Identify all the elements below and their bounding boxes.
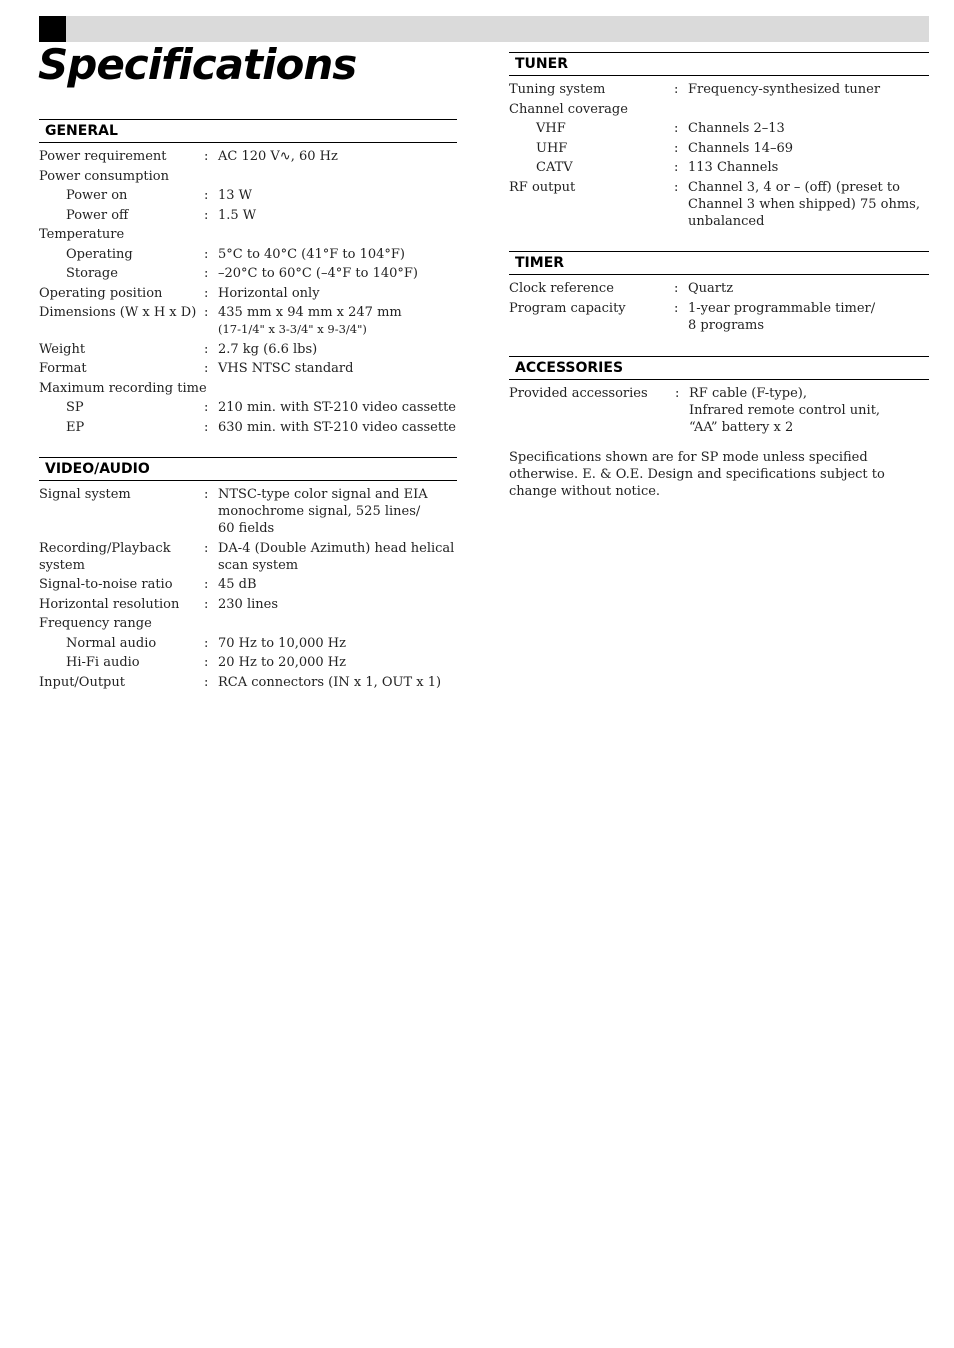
spec-label: Operating xyxy=(66,246,133,262)
spec-colon: : xyxy=(204,400,209,415)
spec-value: 230 lines xyxy=(218,596,278,612)
spec-colon: : xyxy=(675,386,680,401)
spec-value xyxy=(688,101,929,118)
spec-value: 13 W xyxy=(218,188,253,203)
spec-colon: : xyxy=(204,341,209,357)
spec-value: –20°C to 60°C (–4°F to 140°F) xyxy=(218,266,419,281)
spec-row xyxy=(39,380,457,397)
spec-value xyxy=(218,380,457,397)
spec-colon: : xyxy=(204,361,209,376)
spec-label: Input/Output xyxy=(39,674,125,690)
spec-label: Maximum recording time xyxy=(39,380,207,396)
spec-label: Clock reference xyxy=(509,281,614,296)
spec-colon: : xyxy=(204,540,209,556)
spec-colon: : xyxy=(204,246,209,262)
spec-value: 1-year programmable timer/ 8 programs xyxy=(688,300,876,333)
spec-row xyxy=(39,419,457,436)
spec-row xyxy=(39,246,457,263)
spec-value: 2.7 kg (6.6 lbs) xyxy=(218,341,318,357)
spec-label: Signal-to-noise ratio xyxy=(39,577,173,592)
video-audio-section xyxy=(39,457,457,693)
spec-label: Tuning system xyxy=(509,82,606,97)
spec-label: Operating position xyxy=(39,285,163,301)
spec-row xyxy=(509,120,929,137)
spec-label: Program capacity xyxy=(509,300,626,316)
spec-value: Channel 3, 4 or – (off) (preset to Channel 3 when shipped) 75 ohms, unbalanced xyxy=(688,179,920,229)
spec-label: EP xyxy=(66,419,85,435)
spec-colon: : xyxy=(204,635,209,651)
spec-row xyxy=(39,341,457,358)
tuner-rows xyxy=(509,81,929,230)
spec-row xyxy=(509,159,929,176)
spec-value: AC 120 V∿, 60 Hz xyxy=(218,149,338,164)
spec-row xyxy=(509,300,929,334)
spec-value: RF cable (F-type), Infrared remote control unit, “AA” battery x 2 xyxy=(689,386,881,435)
spec-value: RCA connectors (IN x 1, OUT x 1) xyxy=(218,674,442,690)
spec-label: Weight xyxy=(39,341,86,357)
spec-colon: : xyxy=(674,140,679,156)
spec-label: Temperature xyxy=(39,227,125,242)
spec-colon: : xyxy=(204,266,209,281)
spec-label: Normal audio xyxy=(66,635,157,651)
spec-value: 5°C to 40°C (41°F to 104°F) xyxy=(218,246,406,262)
spec-row xyxy=(39,576,457,593)
spec-value: Horizontal only xyxy=(218,285,320,301)
spec-row xyxy=(39,304,457,338)
spec-colon: : xyxy=(674,300,679,316)
spec-value: 1.5 W xyxy=(218,207,257,223)
spec-colon: : xyxy=(204,285,209,301)
spec-colon: : xyxy=(204,149,209,164)
spec-value: 630 min. with ST-210 video cassette xyxy=(218,419,457,435)
spec-row xyxy=(509,280,929,297)
timer-rows xyxy=(509,280,929,334)
spec-row xyxy=(39,615,457,632)
spec-row xyxy=(509,385,929,436)
spec-value: 435 mm x 94 mm x 247 mm (17-1/4" x 3-3/4" x 9-3/4") xyxy=(218,305,402,336)
general-heading: GENERAL xyxy=(39,119,457,143)
spec-label: SP xyxy=(66,400,84,415)
spec-row xyxy=(509,101,929,118)
spec-label: CATV xyxy=(536,160,573,175)
spec-colon: : xyxy=(204,305,209,320)
spec-colon: : xyxy=(204,487,209,502)
spec-colon: : xyxy=(674,82,679,97)
spec-value: Channels 14–69 xyxy=(688,140,794,156)
spec-label: Hi-Fi audio xyxy=(66,655,140,670)
spec-row xyxy=(39,360,457,377)
spec-row xyxy=(39,168,457,185)
spec-row xyxy=(39,654,457,671)
header-block xyxy=(39,16,66,42)
general-section xyxy=(39,119,457,438)
spec-colon xyxy=(674,101,688,118)
accessories-heading: ACCESSORIES xyxy=(509,356,929,380)
spec-value: NTSC-type color signal and EIA monochrome signal, 525 lines/ 60 fields xyxy=(218,487,428,536)
spec-label: Power requirement xyxy=(39,149,167,164)
tuner-heading: TUNER xyxy=(509,52,929,76)
tuner-section xyxy=(509,52,929,232)
spec-row xyxy=(39,674,457,691)
spec-label: Horizontal resolution xyxy=(39,596,180,612)
spec-row xyxy=(39,285,457,302)
spec-label: Format xyxy=(39,361,87,376)
spec-label: Recording/Playback system xyxy=(39,540,171,573)
spec-colon: : xyxy=(204,419,209,435)
spec-note: Specifications shown are for SP mode unless specified otherwise. E. & O.E. Design and specifications subject to change without notice. xyxy=(509,450,885,499)
spec-label: Provided accessories xyxy=(509,386,648,401)
video-audio-rows xyxy=(39,486,457,691)
spec-value: DA-4 (Double Azimuth) head helical scan system xyxy=(218,540,455,573)
spec-label: Channel coverage xyxy=(509,101,628,117)
spec-label: Power off xyxy=(66,207,129,223)
page-title: Specifications xyxy=(38,40,357,89)
spec-label: Storage xyxy=(66,266,118,281)
spec-value: 113 Channels xyxy=(688,160,779,175)
spec-value: 70 Hz to 10,000 Hz xyxy=(218,635,346,651)
timer-section xyxy=(509,251,929,336)
spec-colon: : xyxy=(204,674,209,690)
video-audio-heading: VIDEO/AUDIO xyxy=(39,457,457,481)
spec-value xyxy=(218,168,457,185)
spec-row xyxy=(509,81,929,98)
spec-value: Quartz xyxy=(688,281,734,296)
spec-row xyxy=(39,486,457,537)
spec-label: Frequency range xyxy=(39,616,152,631)
spec-row xyxy=(39,596,457,613)
spec-colon: : xyxy=(674,121,679,136)
spec-row xyxy=(509,140,929,157)
spec-row xyxy=(39,226,457,243)
spec-label: Dimensions (W x H x D) xyxy=(39,305,197,320)
spec-colon: : xyxy=(204,655,209,670)
spec-row xyxy=(39,148,457,165)
spec-value: 20 Hz to 20,000 Hz xyxy=(218,655,346,670)
spec-colon: : xyxy=(674,179,679,195)
accessories-rows xyxy=(509,385,929,436)
spec-row xyxy=(39,635,457,652)
spec-colon: : xyxy=(674,160,679,175)
accessories-section xyxy=(509,356,929,439)
spec-value xyxy=(218,226,457,243)
spec-value: 210 min. with ST-210 video cassette xyxy=(218,400,457,415)
spec-value xyxy=(218,615,457,632)
spec-value: Frequency-synthesized tuner xyxy=(688,82,881,97)
spec-colon xyxy=(204,168,218,185)
spec-row xyxy=(39,187,457,204)
spec-value: Channels 2–13 xyxy=(688,121,785,136)
header-bar xyxy=(39,16,929,42)
spec-label: Power consumption xyxy=(39,168,169,184)
spec-value: 45 dB xyxy=(218,577,257,592)
spec-row xyxy=(39,399,457,416)
spec-colon: : xyxy=(204,207,209,223)
spec-colon xyxy=(204,615,218,632)
spec-row xyxy=(39,540,457,574)
spec-label: VHF xyxy=(536,121,566,136)
spec-label: UHF xyxy=(536,140,568,156)
spec-label: Power on xyxy=(66,188,128,203)
spec-label: RF output xyxy=(509,179,576,195)
general-rows xyxy=(39,148,457,436)
spec-colon: : xyxy=(204,188,209,203)
spec-row xyxy=(39,265,457,282)
spec-value: VHS NTSC standard xyxy=(218,361,354,376)
timer-heading: TIMER xyxy=(509,251,929,275)
spec-label: Signal system xyxy=(39,487,131,502)
spec-row xyxy=(39,207,457,224)
spec-colon: : xyxy=(674,281,679,296)
spec-row xyxy=(509,179,929,230)
spec-colon xyxy=(204,380,218,397)
spec-colon xyxy=(204,226,218,243)
spec-colon: : xyxy=(204,596,209,612)
spec-colon: : xyxy=(204,577,209,592)
